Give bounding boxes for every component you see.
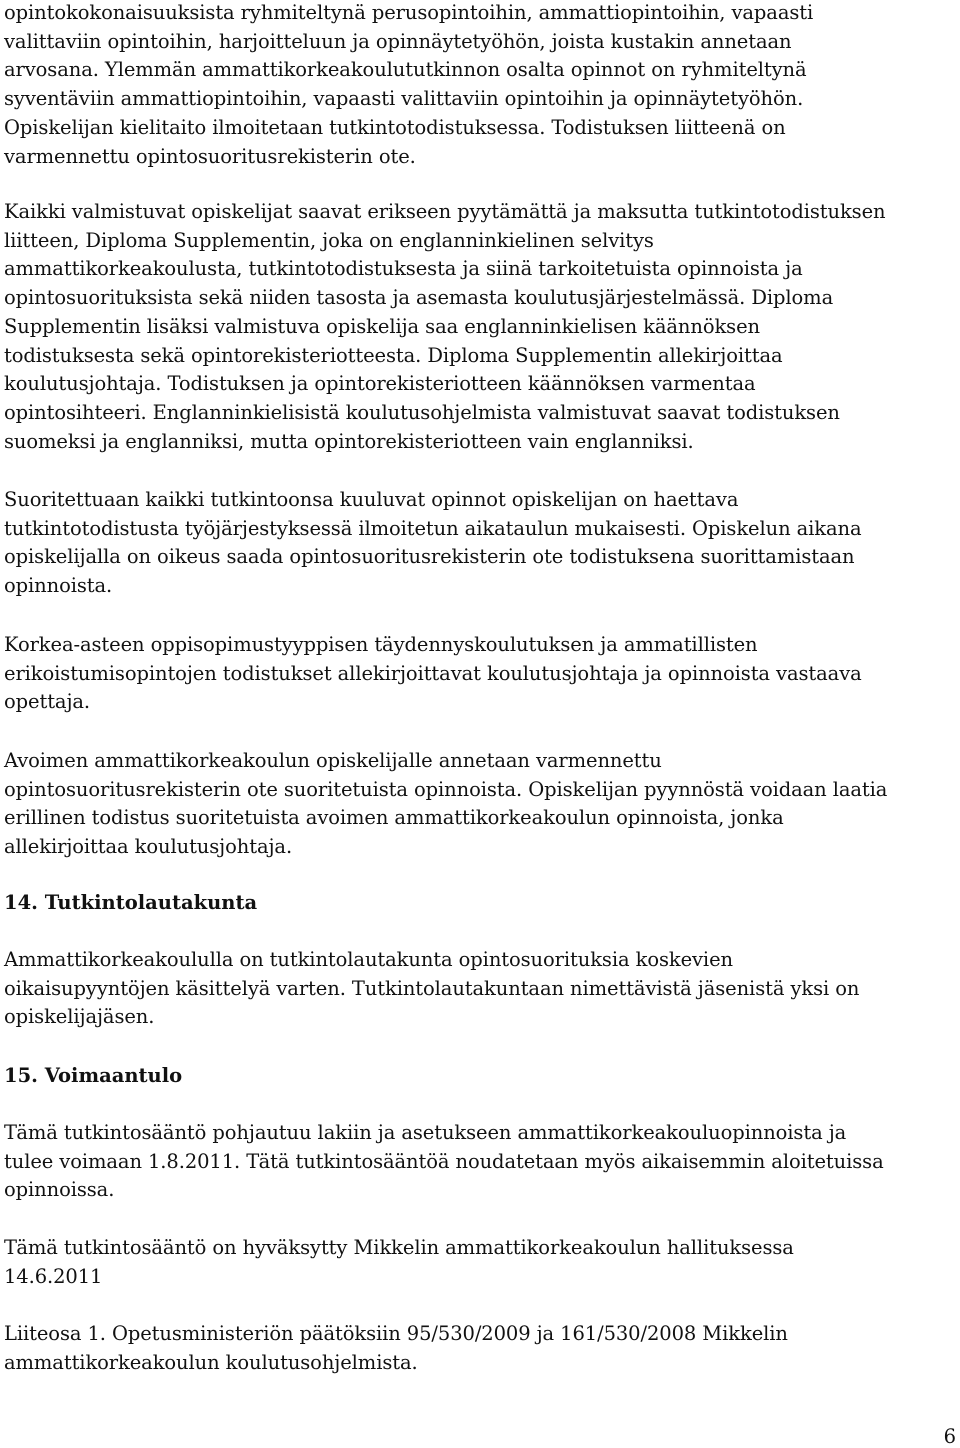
paragraph-examination-board: Ammattikorkeakoululla on tutkintolautakunta opintosuorituksia koskevien oikaisupyyntöjen käsittelyä varten. Tutkintolautakuntaan nimettävistä jäsenistä yksi on opiskelijajäsen.: [4, 948, 860, 1029]
section-heading-15: 15. Voimaantulo: [4, 1064, 183, 1087]
paragraph-approval: Tämä tutkintosääntö on hyväksytty Mikkelin ammattikorkeakoulun hallituksessa 14.6.2011: [4, 1236, 794, 1288]
paragraph-entry-into-force: Tämä tutkintosääntö pohjautuu lakiin ja asetukseen ammattikorkeakouluopinnoista ja tulee voimaan 1.8.2011. Tätä tutkintosääntöä noudatetaan myös aikaisemmin aloitetuissa opinnoissa.: [4, 1121, 884, 1202]
paragraph-apprenticeship-certificates: Korkea-asteen oppisopimustyyppisen täydennyskoulutuksen ja ammatillisten erikoistumisopintojen todistukset allekirjoittavat koulutusjohtaja ja opinnoista vastaava opettaja.: [4, 633, 862, 714]
paragraph-applying-certificate: Suoritettuaan kaikki tutkintoonsa kuuluvat opinnot opiskelijan on haettava tutkintotodistusta työjärjestyksessä ilmoitetun aikataulun mukaisesti. Opiskelun aikana opiskelijalla on oikeus saada opintosuoritusrekisterin ote todistuksena suorittamistaan opinnoista.: [4, 488, 862, 598]
section-heading-14: 14. Tutkintolautakunta: [4, 891, 258, 914]
paragraph-appendix: Liiteosa 1. Opetusministeriön päätöksiin 95/530/2009 ja 161/530/2008 Mikkelin ammattikorkeakoulun koulutusohjelmista.: [4, 1322, 788, 1374]
paragraph-degree-certificate-contents: opintokokonaisuuksista ryhmiteltynä perusopintoihin, ammattiopintoihin, vapaasti valittaviin opintoihin, harjoitteluun ja opinnäytetyöhön, joista kustakin annetaan arvosana. Ylemmän ammattikorkeakoulututkinnon osalta opinnot on ryhmiteltynä syventäviin ammattiopintoihin, vapaasti valittaviin opintoihin ja opinnäytetyöhön. Opiskelijan kielitaito ilmoitetaan tutkintotodistuksessa. Todistuksen liitteenä on varmennettu opintosuoritusrekisterin ote.: [4, 1, 814, 168]
page-number: 6: [943, 1425, 956, 1448]
paragraph-diploma-supplement: Kaikki valmistuvat opiskelijat saavat erikseen pyytämättä ja maksutta tutkintotodistuksen liitteen, Diploma Supplementin, joka on englanninkielinen selvitys ammattikorkeakoulusta, tutkintotodistuksesta ja siinä tarkoitetuista opinnoista ja opintosuorituksista sekä niiden tasosta ja asemasta koulutusjärjestelmässä. Diploma Supplementin lisäksi valmistuva opiskelija saa englanninkielisen käännöksen todistuksesta sekä opintorekisteriotteesta. Diploma Supplementin allekirjoittaa koulutusjohtaja. Todistuksen ja opintorekisteriotteen käännöksen varmentaa opintosihteeri. Englanninkielisistä koulutusohjelmista valmistuvat saavat todistuksen suomeksi ja englanniksi, mutta opintorekisteriotteen vain englanniksi.: [4, 200, 886, 453]
paragraph-open-uas: Avoimen ammattikorkeakoulun opiskelijalle annetaan varmennettu opintosuoritusrekisterin ote suoritetuista opinnoista. Opiskelijan pyynnöstä voidaan laatia erillinen todistus suoritetuista avoimen ammattikorkeakoulun opinnoista, jonka allekirjoittaa koulutusjohtaja.: [4, 749, 888, 859]
